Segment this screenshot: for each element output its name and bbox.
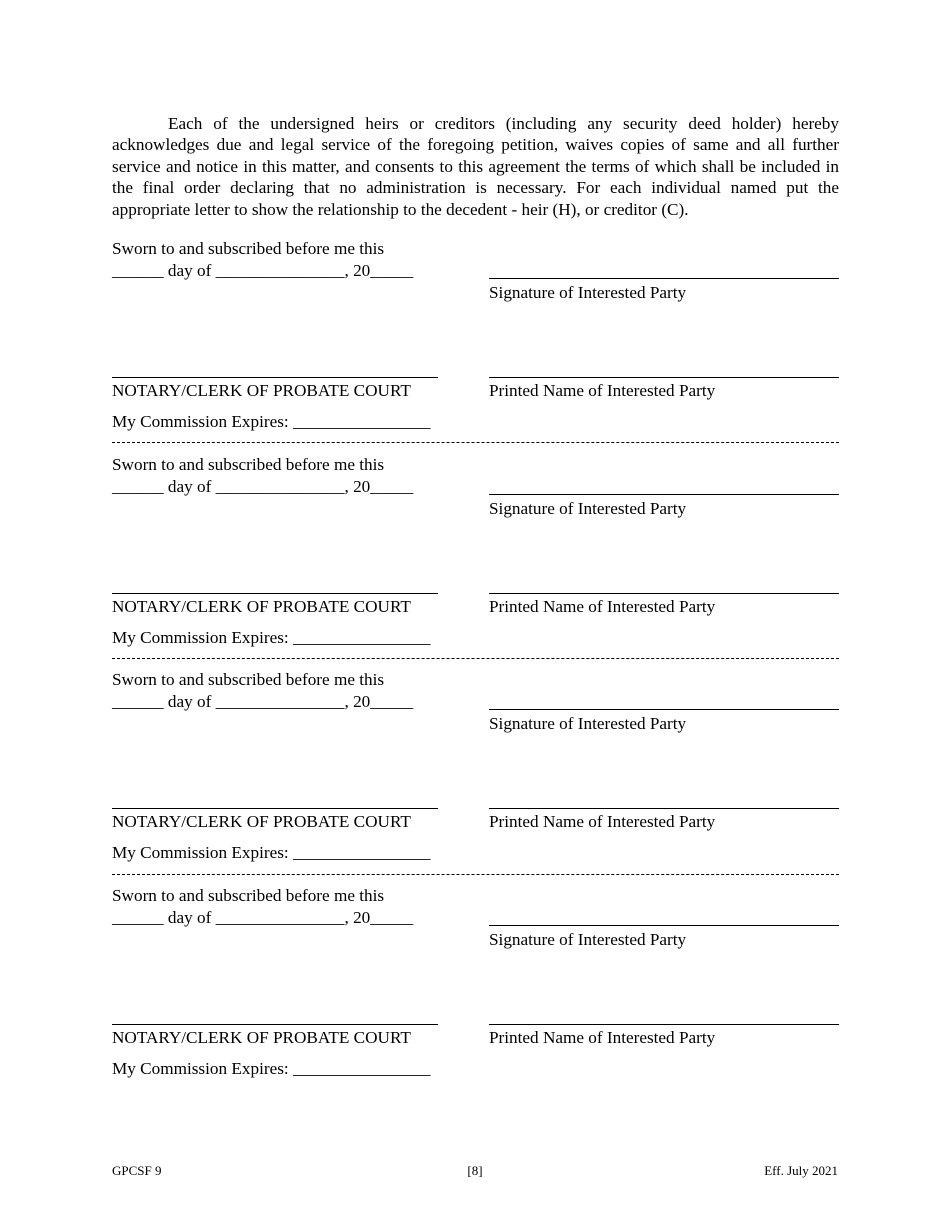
intro-text: Each of the undersigned heirs or creditors (including any security deed holder) hereby acknowledges due and legal service of the foregoing petition, waives copies of same and all further service and notice in this matter, and consents to this agreement the terms of which shall be included in the final order declaring that no administration is necessary. For each individual named put the appropriate letter to show the relationship to the decedent - heir (H), or creditor (C).	[112, 114, 839, 219]
block-separator	[112, 874, 839, 875]
intro-paragraph	[112, 113, 839, 220]
sworn-line: Sworn to and subscribed before me this	[112, 886, 385, 905]
attestation-block	[112, 669, 839, 879]
date-line[interactable]: ______ day of _______________, 20_____	[112, 692, 414, 711]
footer-page-number: [8]	[467, 1163, 483, 1178]
notary-signature-line[interactable]	[112, 593, 438, 594]
notary-signature-line[interactable]	[112, 1024, 438, 1025]
block-separator	[112, 442, 839, 443]
printed-name-label: Printed Name of Interested Party	[489, 812, 716, 831]
signature-label: Signature of Interested Party	[489, 714, 687, 733]
notary-label: NOTARY/CLERK OF PROBATE COURT	[112, 1028, 411, 1047]
signature-line[interactable]	[489, 278, 839, 279]
footer-effective-date: Eff. July 2021	[764, 1163, 838, 1178]
date-line[interactable]: ______ day of _______________, 20_____	[112, 908, 414, 927]
attestation-block	[112, 885, 839, 1095]
notary-label: NOTARY/CLERK OF PROBATE COURT	[112, 381, 411, 400]
printed-name-label: Printed Name of Interested Party	[489, 381, 716, 400]
printed-name-line[interactable]	[489, 808, 839, 809]
notary-label: NOTARY/CLERK OF PROBATE COURT	[112, 597, 411, 616]
footer-form-id: GPCSF 9	[112, 1163, 162, 1178]
signature-line[interactable]	[489, 925, 839, 926]
date-line[interactable]: ______ day of _______________, 20_____	[112, 477, 414, 496]
signature-label: Signature of Interested Party	[489, 499, 687, 518]
notary-label: NOTARY/CLERK OF PROBATE COURT	[112, 812, 411, 831]
sworn-line: Sworn to and subscribed before me this	[112, 670, 385, 689]
sworn-line: Sworn to and subscribed before me this	[112, 239, 385, 258]
signature-label: Signature of Interested Party	[489, 283, 687, 302]
commission-expires-line[interactable]: My Commission Expires: ________________	[112, 628, 431, 647]
commission-expires-line[interactable]: My Commission Expires: ________________	[112, 1059, 431, 1078]
attestation-block	[112, 238, 839, 448]
notary-signature-line[interactable]	[112, 377, 438, 378]
date-line[interactable]: ______ day of _______________, 20_____	[112, 261, 414, 280]
commission-expires-line[interactable]: My Commission Expires: ________________	[112, 843, 431, 862]
printed-name-line[interactable]	[489, 1024, 839, 1025]
commission-expires-line[interactable]: My Commission Expires: ________________	[112, 412, 431, 431]
signature-line[interactable]	[489, 709, 839, 710]
notary-signature-line[interactable]	[112, 808, 438, 809]
signature-label: Signature of Interested Party	[489, 930, 687, 949]
attestation-block	[112, 454, 839, 664]
block-separator	[112, 658, 839, 659]
signature-line[interactable]	[489, 494, 839, 495]
printed-name-line[interactable]	[489, 377, 839, 378]
printed-name-line[interactable]	[489, 593, 839, 594]
printed-name-label: Printed Name of Interested Party	[489, 1028, 716, 1047]
printed-name-label: Printed Name of Interested Party	[489, 597, 716, 616]
sworn-line: Sworn to and subscribed before me this	[112, 455, 385, 474]
